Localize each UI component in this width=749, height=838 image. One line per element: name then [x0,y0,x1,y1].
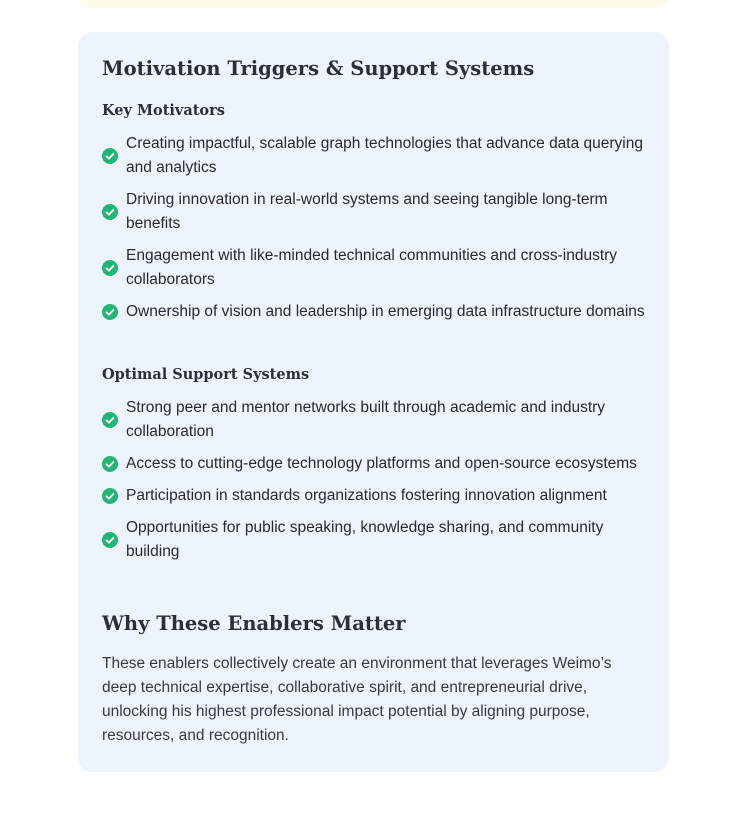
check-circle-icon [102,260,118,276]
list-item [102,452,650,476]
list-item-text: Participation in standards organizations fostering innovation alignment [126,487,607,504]
support-systems-list [102,396,650,572]
list-item [102,300,650,324]
why-heading: Why These Enablers Matter [102,612,406,635]
check-circle-icon [102,304,118,320]
check-circle-icon [102,456,118,472]
list-item-text: Creating impactful, scalable graph technologies that advance data querying and analytics [126,135,643,176]
list-item [102,244,650,292]
check-circle-icon [102,488,118,504]
list-item-text: Access to cutting-edge technology platforms and open-source ecosystems [126,455,637,472]
motivation-card [78,32,669,772]
list-item [102,484,650,508]
list-item [102,396,650,444]
previous-card-edge [78,0,669,8]
check-circle-icon [102,204,118,220]
list-item-text: Engagement with like-minded technical communities and cross-industry collaborators [126,247,618,288]
support-systems-heading: Optimal Support Systems [102,366,310,383]
section-title: Motivation Triggers & Support Systems [102,57,535,80]
why-body: These enablers collectively create an environment that leverages Weimo’s deep technical expertise, collaborative spirit, and entrepreneurial drive, unlocking his highest professional impact potential by aligning purpose, resources, and recognition. [102,655,612,744]
list-item-text: Strong peer and mentor networks built through academic and industry collaboration [126,399,606,440]
check-circle-icon [102,148,118,164]
list-item [102,188,650,236]
list-item-text: Ownership of vision and leadership in emerging data infrastructure domains [126,303,645,320]
check-circle-icon [102,532,118,548]
list-item-text: Opportunities for public speaking, knowledge sharing, and community building [126,519,604,560]
list-item [102,132,650,180]
key-motivators-list [102,132,650,332]
key-motivators-heading: Key Motivators [102,102,225,119]
check-circle-icon [102,412,118,428]
list-item [102,516,650,564]
list-item-text: Driving innovation in real-world systems and seeing tangible long-term benefits [126,191,608,232]
